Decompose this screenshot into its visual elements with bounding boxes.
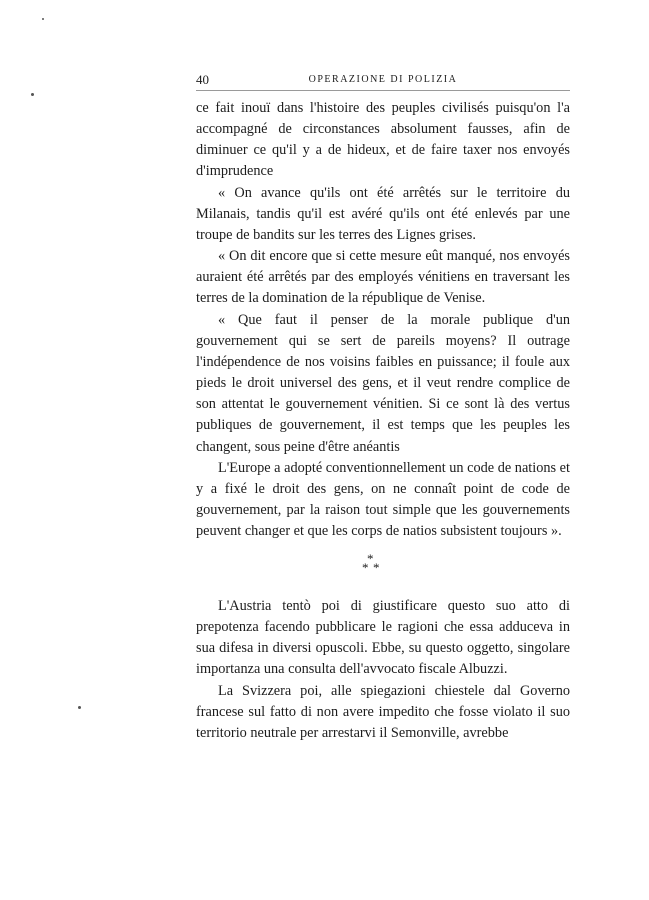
text-block-french-quote <box>196 98 570 542</box>
paragraph: « On dit encore que si cette mesure eût manqué, nos envoyés auraient été arrêtés par des employés vénitiens en traversant les terres de la domination de la république de Venise. <box>196 248 570 307</box>
running-title: OPERAZIONE DI POLIZIA <box>308 74 458 85</box>
header-rule <box>196 90 570 91</box>
page-header <box>196 72 570 88</box>
scan-speck <box>31 93 34 96</box>
paragraph: L'Austria tentò poi di giustificare questo suo atto di prepotenza facendo pubblicare le ragioni che essa adduceva in sua difesa in diversi opuscoli. Ebbe, su questo oggetto, singolare importanza una consulta dell'avvocato fiscale Albuzzi. <box>196 598 570 678</box>
text-block-italian <box>196 596 570 744</box>
paragraph: ce fait inouï dans l'histoire des peuples civilisés puisqu'on l'a accompagné de circonstances absolument fausses, afin de diminuer ce qu'il y a de hideux, et de faire taxer nos envoyés d'imprudence <box>196 100 570 180</box>
paragraph: La Svizzera poi, alle spiegazioni chiestele dal Governo francese sul fatto di non avere impedito che fosse violato il suo territorio neutrale per arrestarvi il Semonville, avrebbe <box>196 682 570 741</box>
scan-speck <box>42 18 44 20</box>
paragraph: « Que faut il penser de la morale publique d'un gouvernement qui se sert de pareils moyens? Il outrage l'indépendence de nos voisins faibles en puissance; il foule aux pieds le droit universel des gens, et il veut rendre complice de son attentat le gouvernement vénitien. Si ce sont là des vertus publiques de gouvernement, il est temps que les peuples les changent, sous peine d'être anéantis <box>196 311 570 455</box>
paragraph: « On avance qu'ils ont été arrêtés sur le territoire du Milanais, tandis qu'il est avéré qu'ils ont été enlevés par une troupe de bandits sur les terres des Lignes grises. <box>196 184 570 243</box>
section-separator-asterism <box>360 552 390 578</box>
scan-speck <box>78 706 81 709</box>
asterisk-left: * <box>362 560 369 575</box>
asterisk-right: * <box>373 560 380 575</box>
paragraph: L'Europe a adopté conventionnellement un code de nations et y a fixé le droit des gens, on ne connaît point de code de gouvernement, par la raison tout simple que les gouvernements peuvent changer et que les corps de natios subsistent toujours ». <box>196 459 570 540</box>
page-number: 40 <box>196 72 209 87</box>
asterisk-top: * <box>367 551 374 566</box>
